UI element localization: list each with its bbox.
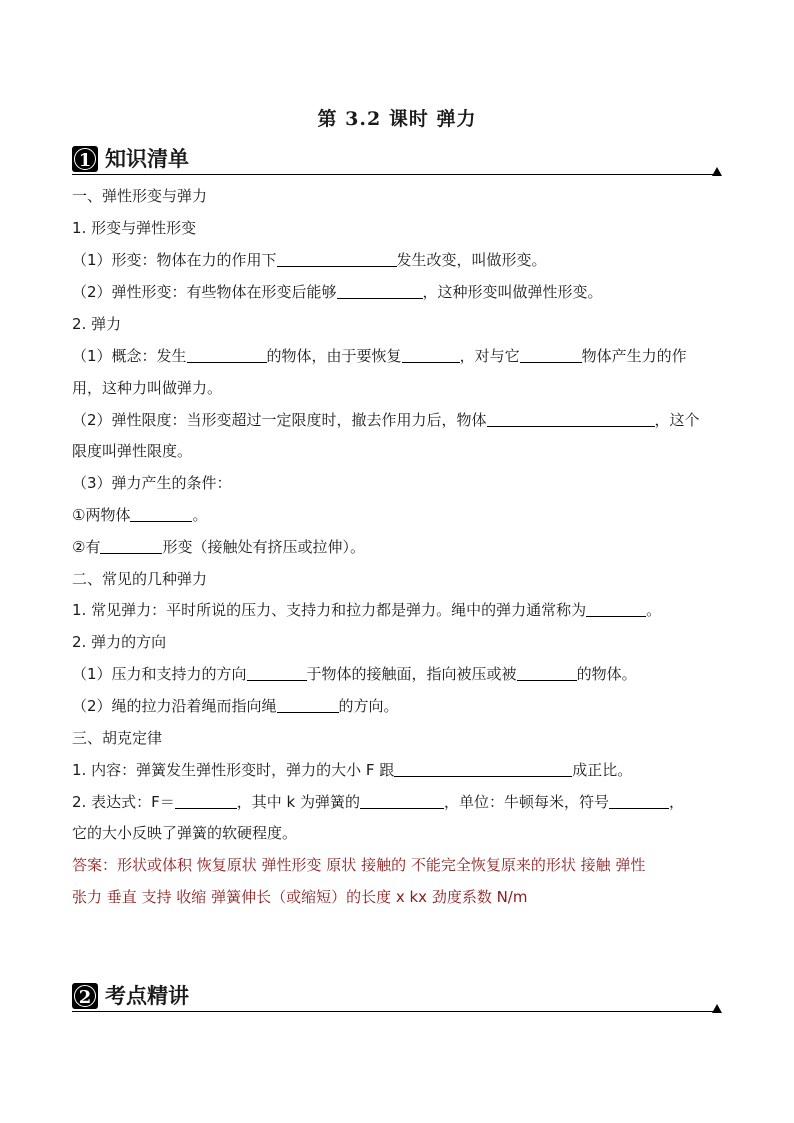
answer-key-line: 张力 垂直 支持 收缩 弹簧伸长（或缩短）的长度 x kx 劲度系数 N/m (72, 888, 528, 906)
question-line: ②有 形变（接触处有挤压或拉伸）。 (72, 538, 365, 556)
section-rule (72, 174, 714, 175)
heading-2: 二、常见的几种弹力 (72, 570, 208, 588)
question-line: （2）绳的拉力沿着绳而指向绳 的方向。 (72, 697, 399, 715)
question-line: ①两物体 。 (72, 506, 208, 524)
section-header-key-points (72, 982, 722, 1012)
answer-blank[interactable] (487, 410, 655, 427)
answer-key-line: 答案：形状或体积 恢复原状 弹性形变 原状 接触的 不能完全恢复原来的形状 接触 弹性 (72, 856, 646, 874)
answer-blank[interactable] (394, 760, 572, 777)
answer-blank[interactable] (175, 792, 237, 809)
subheading-2-2: 2. 弹力的方向 (72, 633, 167, 651)
question-line: 1. 内容：弹簧发生弹性形变时，弹力的大小 F 跟 成正比。 (72, 761, 633, 779)
answer-blank[interactable] (586, 600, 646, 617)
answer-blank[interactable] (187, 346, 267, 363)
heading-3: 三、胡克定律 (72, 729, 163, 747)
question-line: （1）形变：物体在力的作用下 发生改变，叫做形变。 (72, 251, 547, 269)
question-line-continued: 它的大小反映了弹簧的软硬程度。 (72, 824, 298, 842)
answer-blank[interactable] (277, 696, 339, 713)
question-line: （2）弹性限度：当形变超过一定限度时，撤去作用力后，物体 ，这个 (72, 411, 700, 429)
question-line-continued: 用，这种力叫做弹力。 (72, 379, 223, 397)
answer-blank[interactable] (247, 664, 307, 681)
triangle-marker-icon (712, 1004, 722, 1013)
question-line: 1. 常见弹力：平时所说的压力、支持力和拉力都是弹力。绳中的弹力通常称为 。 (72, 601, 662, 619)
answer-blank[interactable] (130, 505, 192, 522)
answer-blank[interactable] (360, 792, 444, 809)
question-line: （1）概念：发生 的物体，由于要恢复 ，对与它 物体产生力的作 (72, 347, 687, 365)
answer-blank[interactable] (277, 250, 397, 267)
section-number-badge: 2 (72, 983, 98, 1009)
section-title: 考点精讲 (105, 984, 189, 1008)
subheading-1-2: 2. 弹力 (72, 315, 122, 333)
answer-blank[interactable] (402, 346, 460, 363)
question-line-continued: 限度叫弹性限度。 (72, 442, 193, 460)
answer-blank[interactable] (609, 792, 669, 809)
section-title: 知识清单 (105, 147, 189, 171)
section-rule (72, 1011, 714, 1012)
section-number-badge: 1 (72, 146, 98, 172)
page-title: 第 3.2 课时 弹力 (317, 108, 477, 130)
answer-blank[interactable] (100, 537, 162, 554)
question-line: （3）弹力产生的条件： (72, 474, 232, 492)
subheading-1-1: 1. 形变与弹性形变 (72, 219, 197, 237)
question-line: 2. 表达式：F＝ ，其中 k 为弹簧的 ，单位：牛顿每米，符号 ， (72, 793, 684, 811)
answer-blank[interactable] (517, 664, 577, 681)
section-header-knowledge (72, 145, 722, 175)
question-line: （2）弹性形变：有些物体在形变后能够 ，这种形变叫做弹性形变。 (72, 283, 603, 301)
triangle-marker-icon (712, 167, 722, 176)
heading-1: 一、弹性形变与弹力 (72, 187, 208, 205)
question-line: （1）压力和支持力的方向 于物体的接触面，指向被压或被 的物体。 (72, 665, 637, 683)
answer-blank[interactable] (520, 346, 582, 363)
answer-blank[interactable] (337, 282, 423, 299)
